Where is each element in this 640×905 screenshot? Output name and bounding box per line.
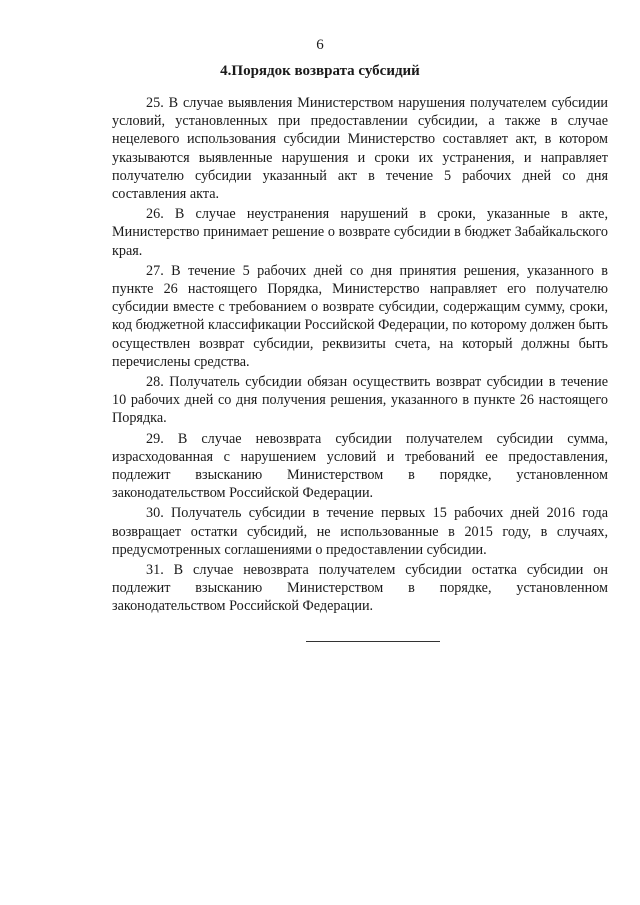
paragraph-31: 31. В случае невозврата получателем субсидии остатка субсидии он подлежит взысканию Министерством в порядке, установленном законодательством Российской Федерации. xyxy=(112,562,608,615)
paragraph-29: 29. В случае невозврата субсидии получателем субсидии сумма, израсходованная с нарушением условий и требований ее предоставления, подлежит взысканию Министерством в порядке, установленном законодательством Российской Федерации. xyxy=(112,430,608,502)
paragraph-27: 27. В течение 5 рабочих дней со дня принятия решения, указанного в пункте 26 настоящего Порядка, Министерство направляет его получателю субсидии вместе с требованием о возврате субсидии, содержащим сумму, сроки, код бюджетной классификации Российской Федерации, по которому должен быть осуществлен возврат субсидии, реквизиты счета, на который должны быть перечислены средства. xyxy=(112,262,608,370)
section-title: 4.Порядок возврата субсидий xyxy=(220,63,420,79)
document-body xyxy=(112,94,608,618)
page-number: 6 xyxy=(316,37,324,53)
paragraph-26: 26. В случае неустранения нарушений в сроки, указанные в акте, Министерство принимает решение о возврате субсидии в бюджет Забайкальского края. xyxy=(112,206,608,259)
paragraph-30: 30. Получатель субсидии в течение первых 15 рабочих дней 2016 года возвращает остатки субсидий, не использованные в 2015 году, в случаях, предусмотренных соглашениями о предоставлении субсидии. xyxy=(112,505,608,558)
paragraph-28: 28. Получатель субсидии обязан осуществить возврат субсидии в течение 10 рабочих дней со дня получения решения, указанного в пункте 26 настоящего Порядка. xyxy=(112,374,608,427)
paragraph-25: 25. В случае выявления Министерством нарушения получателем субсидии условий, установленных при предоставлении субсидии, а также в случае нецелевого использования субсидии Министерство составляет акт, в котором указываются выявленные нарушения и сроки их устранения, и направляет получателю субсидии указанный акт в течение 5 рабочих дней со дня составления акта. xyxy=(112,95,608,203)
end-separator-line xyxy=(306,641,440,642)
